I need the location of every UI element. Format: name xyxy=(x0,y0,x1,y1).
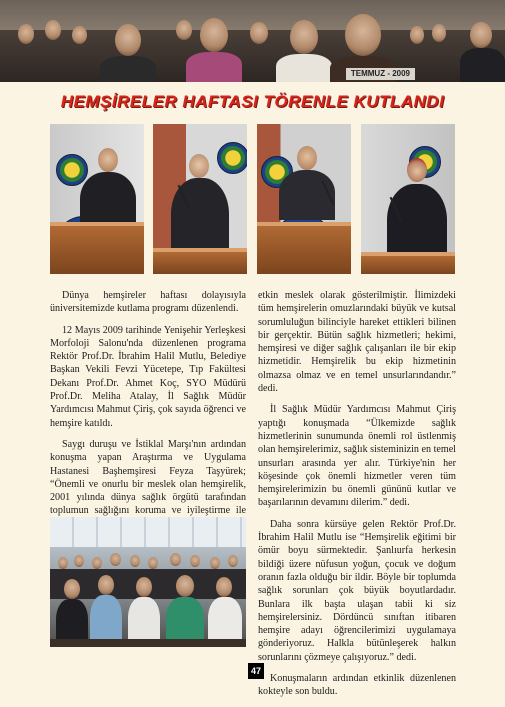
paragraph: etkin meslek olarak gösterilmiştir. İlimizdeki tüm hemşirelerin omuzlarındaki büyük ve kutsal sorumluluğun bilinciyle hareket ettikleri bilinen bir gerçektir. Bütün sağlık hizmetleri; hekimi, hemşiresi ve diğer sağlık çalışanları ile bir ekip hizmetidir. Hemşirelik bu ekip hizmetinin olmazsa olmaz ve en temel unsurlarındandır.” dedi. xyxy=(258,290,456,395)
speaker-photo-1 xyxy=(50,124,144,274)
header-photo xyxy=(0,0,505,82)
paragraph: Dünya hemşireler haftası dolayısıyla üniversitemizde kutlama programı düzenlendi. xyxy=(50,290,246,315)
audience-photo xyxy=(50,517,246,647)
article-right-column xyxy=(258,289,456,707)
university-logo-icon xyxy=(56,154,88,186)
university-logo-icon xyxy=(217,142,247,174)
speaker-photo-3 xyxy=(257,124,351,274)
speaker-photo-4 xyxy=(361,124,455,274)
paragraph: Saygı duruşu ve İstiklal Marşı'nın ardından konuşma yapan Araştırma ve Uygulama Hastanesi Başhemşiresi Feyza Taşyürek; “Önemli ve onurlu bir meslek olan hemşirelik, 2001 yılında dünya sağlık örgütü tarafından toplumun sağlığını koruma ve iyileştirme ile xyxy=(50,438,246,517)
paragraph: 12 Mayıs 2009 tarihinde Yenişehir Yerleşkesi Morfoloji Salonu'nda düzenlenen programa Rektör Prof.Dr. İbrahim Halil Mutlu, Belediye Başkan Vekili Fevzi Yücetepe, Tıp Fakültesi Dekanı Prof.Dr. Ahmet Koç, SYO Müdürü Prof.Dr. Meliha Atalay, İl Sağlık Müdür Yardımcısı Mahmut Çiriş, çok sayıda öğrenci ve hemşire katıldı. xyxy=(50,324,246,429)
page-number: 47 xyxy=(248,663,264,679)
paragraph: İl Sağlık Müdür Yardımcısı Mahmut Çiriş yaptığı konuşmada “Ülkemizde sağlık hizmetlerinin sunumunda önemli rol üstlenmiş olan hemşirelerimiz, sağlık sisteminizin en temel unsurları arasında yer alır. Türkiye'nin her köşesinde çok önemli hizmetler veren tüm hemşirelerimizin bu önemli gününü kutlar ve başarılarının devamını dilerim.” dedi. xyxy=(258,404,456,509)
speaker-photo-2 xyxy=(153,124,247,274)
article-title: HEMŞİRELER HAFTASI TÖRENLE KUTLANDI xyxy=(60,92,445,111)
article-left-column xyxy=(50,289,246,552)
paragraph: Daha sonra kürsüye gelen Rektör Prof.Dr. İbrahim Halil Mutlu ise “Hemşirelik eğitimi bir ömür boyu sürmektedir. Şanlıurfa herkesin bildiği üzere nüfusun yoğun, çocuk ve doğum oranın fazla olduğu bir ildir. Böyle bir toplumda sağlık sorunları çok büyük boyutlardadır. Bunlara ilk başta ulaşan tabii ki siz hemşirelersiniz. Dördüncü sınıftan itibaren hemşire adayı öğrencilerimizi uygulamaya gönderiyoruz. Halkla bütünleşerek halkın sorunlarını çözmeye çalışıyoruz.” dedi. xyxy=(258,518,456,663)
issue-date-label: TEMMUZ - 2009 xyxy=(346,68,415,80)
paragraph: Konuşmaların ardından etkinlik düzenlenen kokteyle son buldu. xyxy=(258,673,456,698)
